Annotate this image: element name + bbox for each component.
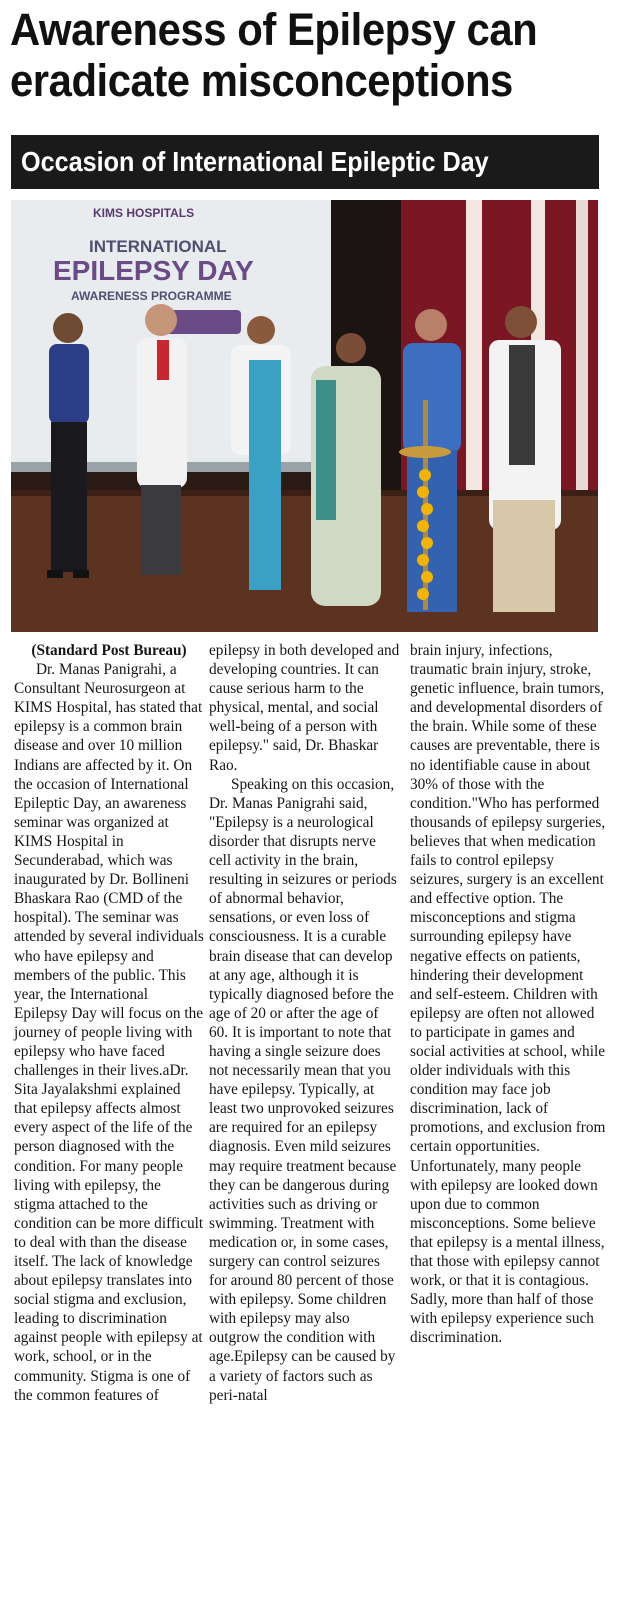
headline-line-2: eradicate misconceptions xyxy=(10,55,513,106)
screen-logo: KIMS HOSPITALS xyxy=(93,206,195,220)
article-paragraph: Speaking on this occasion, Dr. Manas Panigrahi said, "Epilepsy is a neurological disorder that disrupts nerve cell activity in the brain, resulting in seizures or periods of abnormal behavior, sensations, or even loss of consciousness. It is a curable brain disease that can develop at any age, although it is typically diagnosed before the age of 20 or after the age of 60. It is important to note that having a single seizure does not necessarily mean that you have epilepsy. Typically, at least two unprovoked seizures are required for an epilepsy diagnosis. Even mild seizures may require treatment because they can be dangerous during activities such as driving or swimming. Treatment with medication or, in some cases, surgery can control seizures for around 80 percent of those with epilepsy. Some children with epilepsy may also outgrow the condition with age.Epilepsy can be caused by a variety of factors such as peri-natal xyxy=(209,775,397,1404)
screen-line-3: AWARENESS PROGRAMME xyxy=(71,289,232,303)
article-body xyxy=(0,641,620,1596)
person-4 xyxy=(311,333,381,606)
person-5 xyxy=(403,309,461,612)
person-1 xyxy=(47,313,89,578)
person-2 xyxy=(137,304,187,575)
event-photo xyxy=(11,200,598,632)
subheadline-bar xyxy=(11,135,599,189)
article-paragraph: epilepsy in both developed and developing countries. It can cause serious harm to the physical, mental, and social well-being of a person with epilepsy." said, Dr. Bhaskar Rao. xyxy=(209,642,400,774)
article-paragraph: Dr. Manas Panigrahi, a Consultant Neurosurgeon at KIMS Hospital, has stated that epilepsy is a common brain disease and over 10 million Indians are affected by it. On the occasion of International Epileptic Day, an awareness seminar was organized at KIMS Hospital in Secunderabad, which was inaugurated by Dr. Bollineni Bhaskara Rao (CMD of the hospital). The seminar was attended by several individuals who have epilepsy and members of the public. This year, the International Epilepsy Day will focus on the journey of people living with epilepsy who have faced challenges in their lives.aDr. Sita Jayalakshmi explained that epilepsy affects almost every aspect of the life of the person diagnosed with the condition. For many people living with epilepsy, the stigma attached to the condition can be more difficult to deal with than the disease itself. The lack of knowledge about epilepsy translates into social stigma and exclusion, leading to discrimination against people with epilepsy at work, school, or in the community. Stigma is one of the common features of xyxy=(14,661,204,1404)
headline-line-1: Awareness of Epilepsy can xyxy=(10,4,538,55)
article-column-3 xyxy=(410,641,608,1347)
headline xyxy=(10,4,568,106)
screen-line-1: INTERNATIONAL xyxy=(89,237,227,256)
screen-line-2: EPILEPSY DAY xyxy=(53,255,254,286)
person-6 xyxy=(489,306,561,612)
article-paragraph: brain injury, infections, traumatic brain injury, stroke, genetic influence, brain tumors, and developmental disorders of the brain. While some of these causes are preventable, there is no identifiable cause in about 30% of those with the condition."Who has performed thousands of epilepsy surgeries, believes that when medication fails to control epilepsy seizures, surgery is an excellent and effective option. The misconceptions and stigma surrounding epilepsy have negative effects on patients, hindering their development and self-esteem. Children with epilepsy are often not allowed to participate in games and social activities at school, while older individuals with this condition may face job discrimination, lack of promotions, and exclusion from certain opportunities. Unfortunately, many people with epilepsy are looked down upon due to common misconceptions. Some believe that epilepsy is a mental illness, that those with epilepsy cannot work, or that it is contagious. Sadly, more than half of those with epilepsy experience such discrimination. xyxy=(410,642,606,1347)
byline: (Standard Post Bureau) xyxy=(31,642,187,659)
article-column-2 xyxy=(209,641,401,1405)
article-column-1 xyxy=(14,641,204,1405)
subheadline: Occasion of International Epileptic Day xyxy=(21,146,489,177)
